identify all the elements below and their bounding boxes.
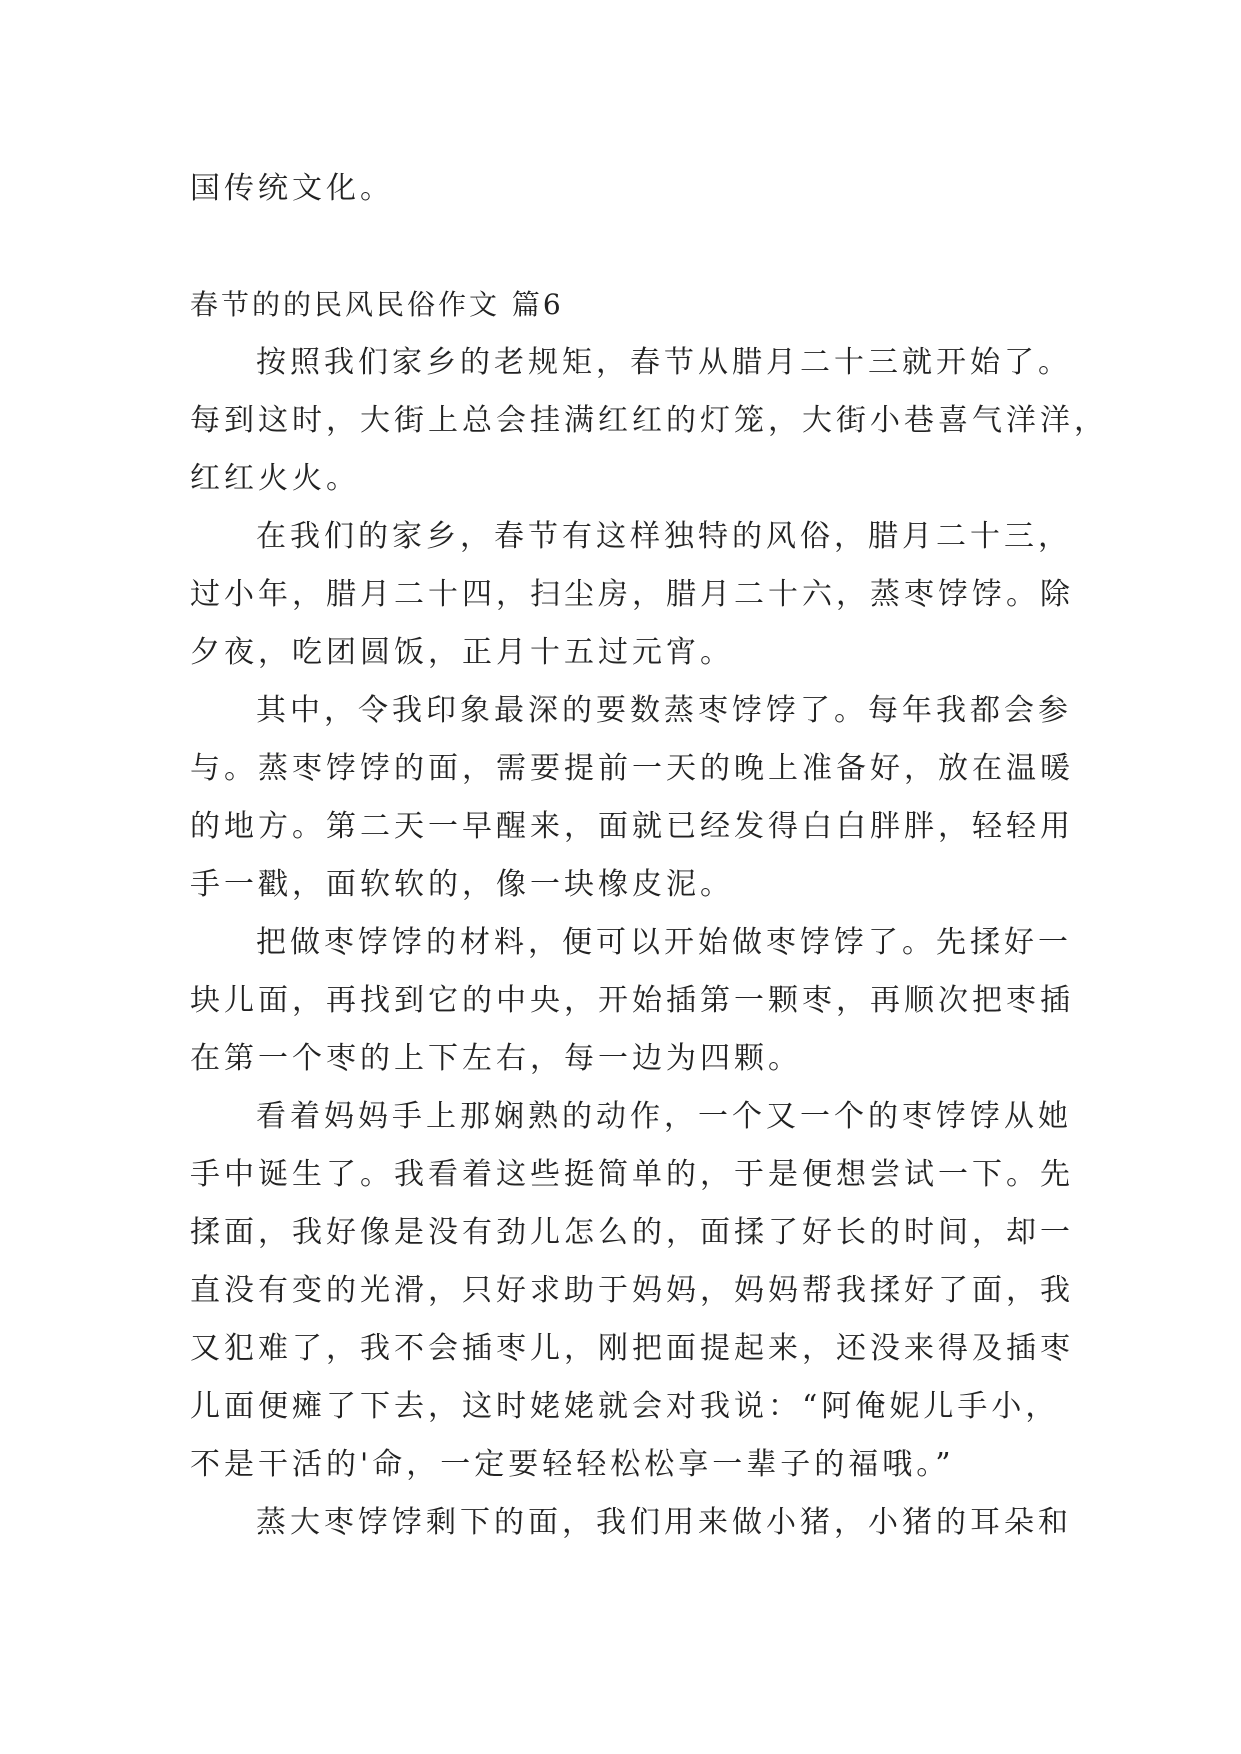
text-line-1: 国传统文化。 (190, 171, 394, 206)
paragraph-5-line-7: 不是干活的'命，一定要轻轻松松享一辈子的福哦。” (190, 1447, 955, 1482)
section-title: 春节的的民风民俗作文 篇6 (190, 288, 564, 321)
paragraph-5-line-2: 手中诞生了。我看着这些挺简单的，于是便想尝试一下。先 (190, 1157, 1074, 1192)
paragraph-3-line-3: 的地方。第二天一早醒来，面就已经发得白白胖胖，轻轻用 (190, 809, 1074, 844)
paragraph-1-line-2: 每到这时，大街上总会挂满红红的灯笼，大街小巷喜气洋洋， (190, 403, 1108, 438)
paragraph-1-line-3: 红红火火。 (190, 461, 360, 496)
paragraph-1-line-1: 按照我们家乡的老规矩，春节从腊月二十三就开始了。 (256, 345, 1072, 380)
paragraph-6-line-1: 蒸大枣饽饽剩下的面，我们用来做小猪，小猪的耳朵和 (256, 1505, 1072, 1540)
paragraph-5-line-3: 揉面，我好像是没有劲儿怎么的，面揉了好长的时间，却一 (190, 1215, 1074, 1250)
paragraph-5-line-6: 儿面便瘫了下去，这时姥姥就会对我说：“阿俺妮儿手小， (190, 1389, 1060, 1424)
document-page (190, 160, 1108, 1552)
paragraph-3-line-1: 其中，令我印象最深的要数蒸枣饽饽了。每年我都会参 (256, 693, 1072, 728)
paragraph-3-line-4: 手一戳，面软软的，像一块橡皮泥。 (190, 867, 734, 902)
paragraph-5-line-1: 看着妈妈手上那娴熟的动作，一个又一个的枣饽饽从她 (256, 1099, 1072, 1134)
paragraph-4-line-2: 块儿面，再找到它的中央，开始插第一颗枣，再顺次把枣插 (190, 983, 1074, 1018)
paragraph-2-line-3: 夕夜，吃团圆饭，正月十五过元宵。 (190, 635, 734, 670)
paragraph-5-line-5: 又犯难了，我不会插枣儿，刚把面提起来，还没来得及插枣 (190, 1331, 1074, 1366)
paragraph-2-line-1: 在我们的家乡，春节有这样独特的风俗，腊月二十三， (256, 519, 1072, 554)
blank-line (190, 218, 1060, 276)
paragraph-4-line-3: 在第一个枣的上下左右，每一边为四颗。 (190, 1041, 802, 1076)
paragraph-5-line-4: 直没有变的光滑，只好求助于妈妈，妈妈帮我揉好了面，我 (190, 1273, 1074, 1308)
paragraph-2-line-2: 过小年，腊月二十四，扫尘房，腊月二十六，蒸枣饽饽。除 (190, 577, 1074, 612)
paragraph-4-line-1: 把做枣饽饽的材料，便可以开始做枣饽饽了。先揉好一 (256, 925, 1072, 960)
paragraph-3-line-2: 与。蒸枣饽饽的面，需要提前一天的晚上准备好，放在温暖 (190, 751, 1074, 786)
